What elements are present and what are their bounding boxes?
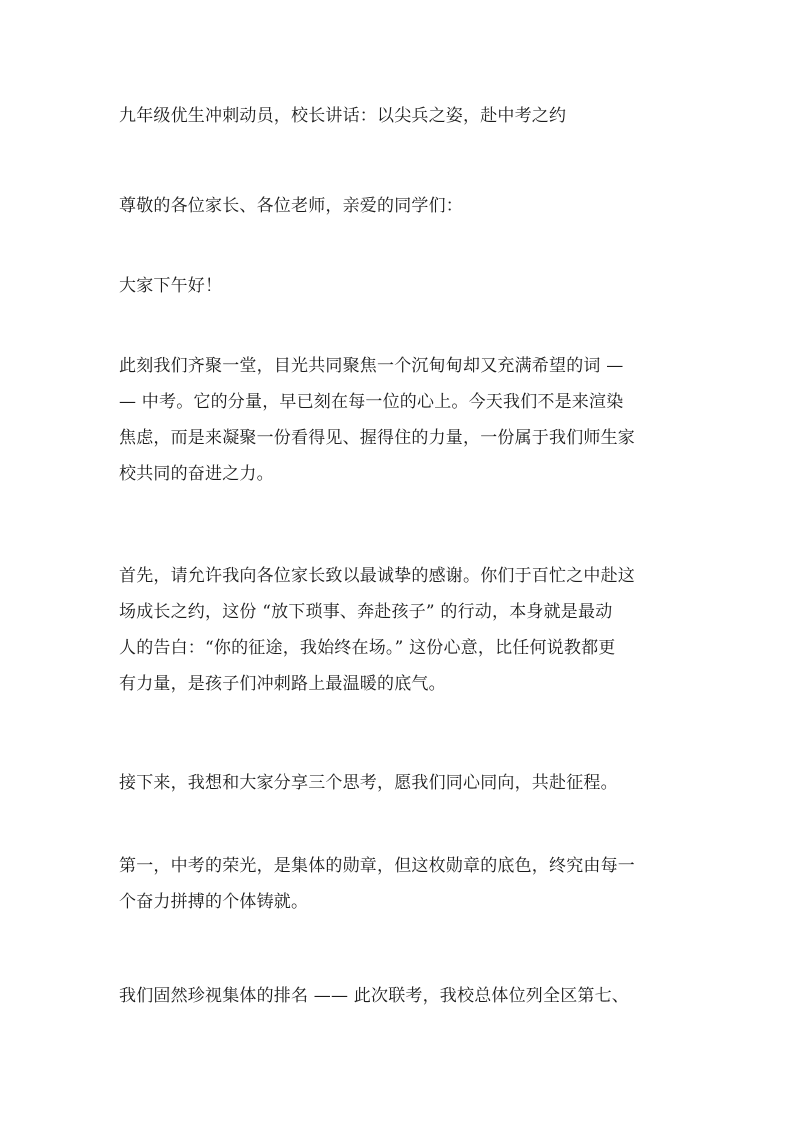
salutation: 尊敬的各位家长、各位老师，亲爱的同学们： [119,196,463,216]
paragraph-thanks-parents: 首先，请允许我向各位家长致以最诚挚的感谢。你们于百忙之中赴这 场成长之约，这份 “放下琐事、奔赴孩子” 的行动，本身就是最动 人的告白：“你的征途，我始终在场。” 这份心意，比任何说教都更 有力量，是孩子们冲刺路上最温暖的底气。 [119,566,635,694]
document-title: 九年级优生冲刺动员，校长讲话：以尖兵之姿，赴中考之约 [119,106,567,126]
paragraph-collective-ranking: 我们固然珍视集体的排名 —— 此次联考，我校总体位列全区第七、 [119,986,630,1006]
greeting: 大家下午好！ [119,276,223,296]
paragraph-three-thoughts: 接下来，我想和大家分享三个思考，愿我们同心同向，共赴征程。 [119,773,618,793]
paragraph-opening: 此刻我们齐聚一堂，目光共同聚焦一个沉甸甸却又充满希望的词 — — 中考。它的分量，早已刻在每一位的心上。今天我们不是来渲染 焦虑，而是来凝聚一份看得见、握得住的力量，一份属于我们师生家 校共同的奋进之力。 [119,356,635,484]
paragraph-first-point: 第一，中考的荣光，是集体的勋章，但这枚勋章的底色，终究由每一 个奋力拼搏的个体铸就。 [119,856,635,912]
